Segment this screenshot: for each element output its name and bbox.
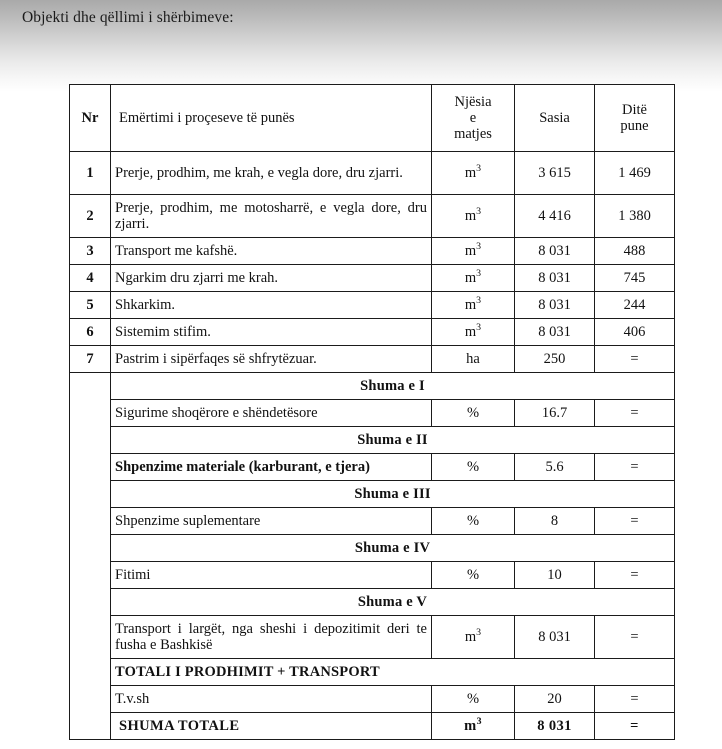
row-unit (432, 346, 515, 373)
unit-exponent: 3 (476, 716, 482, 728)
unit-base: m (464, 207, 477, 224)
unit-exponent: 3 (476, 627, 482, 639)
row-days: = (595, 346, 675, 373)
row-description: Shpenzime materiale (karburant, e tjera) (111, 454, 432, 481)
row-unit (432, 319, 515, 346)
row-unit: % (432, 508, 515, 535)
header-days-line1: Ditë (622, 101, 647, 118)
row-description: Shkarkim. (111, 292, 432, 319)
row-number: 7 (70, 346, 111, 373)
summary-row (70, 535, 675, 562)
row-unit (432, 616, 515, 659)
row-days: = (595, 562, 675, 589)
row-days: = (595, 508, 675, 535)
row-quantity: 8 031 (515, 616, 595, 659)
summary-label: Shuma e I (111, 373, 675, 400)
row-days: 488 (595, 238, 675, 265)
row-quantity: 3 615 (515, 152, 595, 195)
row-unit: % (432, 400, 515, 427)
unit-base: m (464, 269, 477, 286)
row-quantity: 4 416 (515, 195, 595, 238)
header-unit-line2: e (469, 109, 477, 126)
row-number: 5 (70, 292, 111, 319)
table-row (70, 508, 675, 535)
table-row (70, 346, 675, 373)
unit-base: ha (466, 350, 480, 367)
header-unit-line3: matjes (454, 126, 492, 143)
summary-label: Shuma e II (111, 427, 675, 454)
table-row (70, 265, 675, 292)
row-description: Ngarkim dru zjarri me krah. (111, 265, 432, 292)
table-row (70, 152, 675, 195)
unit-base: m (464, 242, 477, 259)
unit-exponent: 3 (476, 241, 482, 253)
unit-base: m (464, 717, 477, 734)
row-unit: % (432, 562, 515, 589)
table-row (70, 319, 675, 346)
row-quantity: 8 031 (515, 265, 595, 292)
row-quantity: 20 (515, 686, 595, 713)
row-quantity: 5.6 (515, 454, 595, 481)
grand-subtotal-row (70, 659, 675, 686)
table-row (70, 400, 675, 427)
row-description: Shpenzime suplementare (111, 508, 432, 535)
table-row (70, 238, 675, 265)
row-number: 6 (70, 319, 111, 346)
summary-label: Shuma e III (111, 481, 675, 508)
table-row (70, 454, 675, 481)
row-description: Pastrim i sipërfaqes së shfrytëzuar. (111, 346, 432, 373)
unit-exponent: 3 (476, 322, 482, 334)
row-quantity: 8 031 (515, 713, 595, 740)
unit-exponent: 3 (476, 163, 482, 175)
summary-row (70, 481, 675, 508)
table-row (70, 292, 675, 319)
row-days: 1 380 (595, 195, 675, 238)
grand-total-row (70, 713, 675, 740)
header-cell-unit (432, 85, 515, 152)
row-unit (432, 292, 515, 319)
row-quantity: 10 (515, 562, 595, 589)
header-cell-quantity: Sasia (515, 85, 595, 152)
row-description: SHUMA TOTALE (111, 713, 432, 740)
row-unit (432, 265, 515, 292)
cost-estimate-table-container (69, 84, 674, 740)
row-number: 1 (70, 152, 111, 195)
row-quantity: 16.7 (515, 400, 595, 427)
row-quantity: 250 (515, 346, 595, 373)
table-row (70, 616, 675, 659)
row-days: = (595, 400, 675, 427)
page-title: Objekti dhe qëllimi i shërbimeve: (22, 9, 234, 26)
table-row (70, 195, 675, 238)
header-cell-description: Emërtimi i proçeseve të punës (111, 85, 432, 152)
row-days: = (595, 454, 675, 481)
summary-label: Shuma e IV (111, 535, 675, 562)
row-days: 745 (595, 265, 675, 292)
row-description: Prerje, prodhim, me motosharrë, e vegla dore, dru zjarri. (111, 195, 432, 238)
unit-base: m (464, 323, 477, 340)
row-description: Transport i largët, nga sheshi i depozitimit deri te fusha e Bashkisë (111, 616, 432, 659)
row-quantity: 8 031 (515, 292, 595, 319)
row-number: 2 (70, 195, 111, 238)
row-unit (432, 238, 515, 265)
row-number: 4 (70, 265, 111, 292)
row-number-merged-empty (70, 373, 111, 740)
unit-base: m (464, 628, 477, 645)
unit-base: m (464, 164, 477, 181)
row-quantity: 8 031 (515, 319, 595, 346)
header-cell-days (595, 85, 675, 152)
unit-base: m (464, 296, 477, 313)
row-description: Transport me kafshë. (111, 238, 432, 265)
unit-exponent: 3 (476, 206, 482, 218)
summary-row (70, 373, 675, 400)
summary-row (70, 589, 675, 616)
header-cell-nr: Nr (70, 85, 111, 152)
summary-row (70, 427, 675, 454)
row-quantity: 8 031 (515, 238, 595, 265)
row-unit (432, 713, 515, 740)
cost-estimate-table (69, 84, 675, 740)
row-unit (432, 152, 515, 195)
row-description: Sistemim stifim. (111, 319, 432, 346)
row-unit: % (432, 686, 515, 713)
table-row (70, 562, 675, 589)
row-number: 3 (70, 238, 111, 265)
row-description: Prerje, prodhim, me krah, e vegla dore, dru zjarri. (111, 152, 432, 195)
row-quantity: 8 (515, 508, 595, 535)
row-unit (432, 195, 515, 238)
row-unit: % (432, 454, 515, 481)
row-days: 406 (595, 319, 675, 346)
unit-exponent: 3 (476, 268, 482, 280)
row-days: 1 469 (595, 152, 675, 195)
row-days: = (595, 686, 675, 713)
row-description: T.v.sh (111, 686, 432, 713)
row-description: Fitimi (111, 562, 432, 589)
row-days: = (595, 616, 675, 659)
row-days: 244 (595, 292, 675, 319)
table-header-row (70, 85, 675, 152)
table-row (70, 686, 675, 713)
header-unit-line1: Njësia (454, 93, 492, 110)
unit-exponent: 3 (476, 295, 482, 307)
header-days-line2: pune (620, 118, 649, 134)
totali-label: TOTALI I PRODHIMIT + TRANSPORT (111, 659, 675, 686)
row-description: Sigurime shoqërore e shëndetësore (111, 400, 432, 427)
summary-label: Shuma e V (111, 589, 675, 616)
row-days: = (595, 713, 675, 740)
